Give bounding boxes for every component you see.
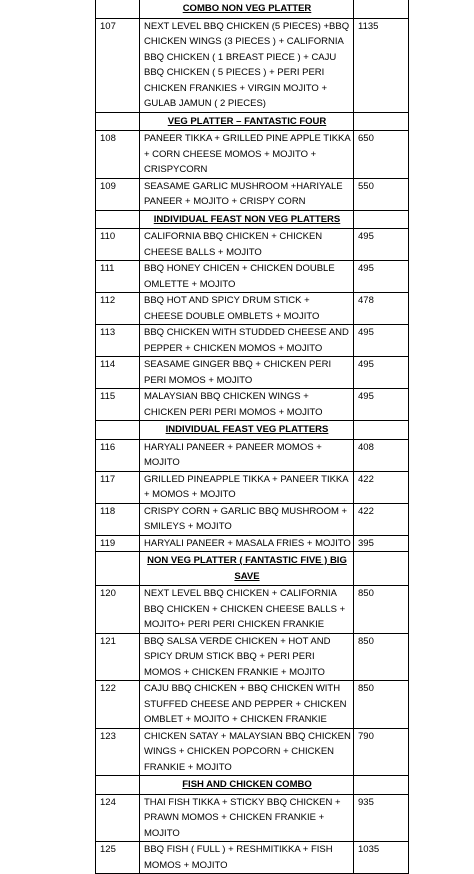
- item-number: 125: [96, 842, 140, 874]
- item-price: 408: [354, 439, 409, 471]
- menu-item-row: [96, 681, 409, 729]
- item-price: 422: [354, 503, 409, 535]
- item-number: 121: [96, 633, 140, 681]
- section-header-empty-cell: [96, 210, 140, 229]
- item-price: 495: [354, 229, 409, 261]
- item-number: 114: [96, 357, 140, 389]
- item-price: 422: [354, 471, 409, 503]
- item-description: CHICKEN SATAY + MALAYSIAN BBQ CHICKEN WINGS + CHICKEN POPCORN + CHICKEN FRANKIE + MOJITO: [140, 728, 354, 776]
- menu-item-row: [96, 357, 409, 389]
- item-number: 118: [96, 503, 140, 535]
- item-description: NEXT LEVEL BBQ CHICKEN + CALIFORNIA BBQ CHICKEN + CHICKEN CHEESE BALLS + MOJITO+ PERI PERI CHICKEN FRANKIE: [140, 586, 354, 634]
- section-header-row: [96, 0, 409, 18]
- item-description: SEASAME GINGER BBQ + CHICKEN PERI PERI MOMOS + MOJITO: [140, 357, 354, 389]
- menu-item-row: [96, 471, 409, 503]
- item-description: CALIFORNIA BBQ CHICKEN + CHICKEN CHEESE BALLS + MOJITO: [140, 229, 354, 261]
- item-number: 120: [96, 586, 140, 634]
- item-number: 109: [96, 178, 140, 210]
- section-header-empty-cell: [96, 0, 140, 18]
- item-description: THAI FISH TIKKA + STICKY BBQ CHICKEN + PRAWN MOMOS + CHICKEN FRANKIE + MOJITO: [140, 794, 354, 842]
- menu-item-row: [96, 18, 409, 112]
- menu-item-row: [96, 439, 409, 471]
- item-description: SEASAME GARLIC MUSHROOM +HARIYALE PANEER + MOJITO + CRISPY CORN: [140, 178, 354, 210]
- menu-item-row: [96, 131, 409, 179]
- menu-item-row: [96, 325, 409, 357]
- section-header-empty-cell: [96, 421, 140, 440]
- item-description: CAJU BBQ CHICKEN + BBQ CHICKEN WITH STUFFED CHEESE AND PEPPER + CHICKEN OMBLET + MOJITO + CHICKEN FRANKIE: [140, 681, 354, 729]
- menu-item-row: [96, 535, 409, 552]
- item-number: 117: [96, 471, 140, 503]
- section-header-empty-cell: [354, 552, 409, 586]
- menu-item-row: [96, 794, 409, 842]
- item-number: 123: [96, 728, 140, 776]
- item-price: 850: [354, 586, 409, 634]
- item-price: 495: [354, 357, 409, 389]
- item-description: CRISPY CORN + GARLIC BBQ MUSHROOM + SMILEYS + MOJITO: [140, 503, 354, 535]
- item-price: 850: [354, 681, 409, 729]
- item-price: 495: [354, 389, 409, 421]
- item-price: 790: [354, 728, 409, 776]
- menu-item-row: [96, 293, 409, 325]
- item-price: 935: [354, 794, 409, 842]
- item-description: BBQ CHICKEN WITH STUDDED CHEESE AND PEPPER + CHICKEN MOMOS + MOJITO: [140, 325, 354, 357]
- item-price: 395: [354, 535, 409, 552]
- section-title: INDIVIDUAL FEAST VEG PLATTERS: [140, 421, 354, 440]
- item-price: 478: [354, 293, 409, 325]
- item-price: 495: [354, 325, 409, 357]
- item-number: 122: [96, 681, 140, 729]
- item-number: 113: [96, 325, 140, 357]
- item-description: MALAYSIAN BBQ CHICKEN WINGS + CHICKEN PERI PERI MOMOS + MOJITO: [140, 389, 354, 421]
- item-description: BBQ FISH ( FULL ) + RESHMITIKKA + FISH MOMOS + MOJITO: [140, 842, 354, 874]
- menu-item-row: [96, 389, 409, 421]
- item-description: HARYALI PANEER + MASALA FRIES + MOJITO: [140, 535, 354, 552]
- item-number: 111: [96, 261, 140, 293]
- item-price: 550: [354, 178, 409, 210]
- item-price: 650: [354, 131, 409, 179]
- menu-table-body: [96, 0, 409, 874]
- item-number: 116: [96, 439, 140, 471]
- menu-item-row: [96, 178, 409, 210]
- menu-table: [95, 0, 409, 874]
- menu-item-row: [96, 842, 409, 874]
- item-price: 1135: [354, 18, 409, 112]
- section-header-empty-cell: [354, 210, 409, 229]
- section-header-empty-cell: [354, 776, 409, 795]
- section-header-empty-cell: [96, 112, 140, 131]
- item-description: BBQ HOT AND SPICY DRUM STICK + CHEESE DOUBLE OMBLETS + MOJITO: [140, 293, 354, 325]
- item-number: 112: [96, 293, 140, 325]
- item-price: 850: [354, 633, 409, 681]
- item-number: 107: [96, 18, 140, 112]
- section-header-row: [96, 421, 409, 440]
- item-description: PANEER TIKKA + GRILLED PINE APPLE TIKKA + CORN CHEESE MOMOS + MOJITO + CRISPYCORN: [140, 131, 354, 179]
- item-price: 1035: [354, 842, 409, 874]
- item-number: 115: [96, 389, 140, 421]
- section-title: NON VEG PLATTER ( FANTASTIC FIVE ) BIG SAVE: [140, 552, 354, 586]
- section-header-empty-cell: [354, 421, 409, 440]
- section-title: INDIVIDUAL FEAST NON VEG PLATTERS: [140, 210, 354, 229]
- item-number: 110: [96, 229, 140, 261]
- menu-item-row: [96, 261, 409, 293]
- item-description: NEXT LEVEL BBQ CHICKEN (5 PIECES) +BBQ CHICKEN WINGS (3 PIECES ) + CALIFORNIA BBQ CHICKEN ( 1 BREAST PIECE ) + CAJU BBQ CHICKEN ( 5 PIECES ) + PERI PERI CHICKEN FRANKIES + VIRGIN MOJITO + GULAB JAMUN ( 2 PIECES): [140, 18, 354, 112]
- section-title: FISH AND CHICKEN COMBO: [140, 776, 354, 795]
- item-description: BBQ SALSA VERDE CHICKEN + HOT AND SPICY DRUM STICK BBQ + PERI PERI MOMOS + CHICKEN FRANKIE + MOJITO: [140, 633, 354, 681]
- menu-item-row: [96, 229, 409, 261]
- menu-item-row: [96, 728, 409, 776]
- section-header-row: [96, 552, 409, 586]
- section-header-row: [96, 210, 409, 229]
- section-title: VEG PLATTER – FANTASTIC FOUR: [140, 112, 354, 131]
- item-number: 108: [96, 131, 140, 179]
- menu-item-row: [96, 633, 409, 681]
- item-price: 495: [354, 261, 409, 293]
- item-number: 119: [96, 535, 140, 552]
- item-description: BBQ HONEY CHICEN + CHICKEN DOUBLE OMLETTE + MOJITO: [140, 261, 354, 293]
- item-description: HARYALI PANEER + PANEER MOMOS + MOJITO: [140, 439, 354, 471]
- menu-item-row: [96, 503, 409, 535]
- section-header-empty-cell: [354, 112, 409, 131]
- section-header-empty-cell: [96, 776, 140, 795]
- section-header-row: [96, 776, 409, 795]
- section-title: COMBO NON VEG PLATTER: [140, 0, 354, 18]
- item-description: GRILLED PINEAPPLE TIKKA + PANEER TIKKA + MOMOS + MOJITO: [140, 471, 354, 503]
- section-header-empty-cell: [96, 552, 140, 586]
- menu-item-row: [96, 586, 409, 634]
- item-number: 124: [96, 794, 140, 842]
- section-header-empty-cell: [354, 0, 409, 18]
- section-header-row: [96, 112, 409, 131]
